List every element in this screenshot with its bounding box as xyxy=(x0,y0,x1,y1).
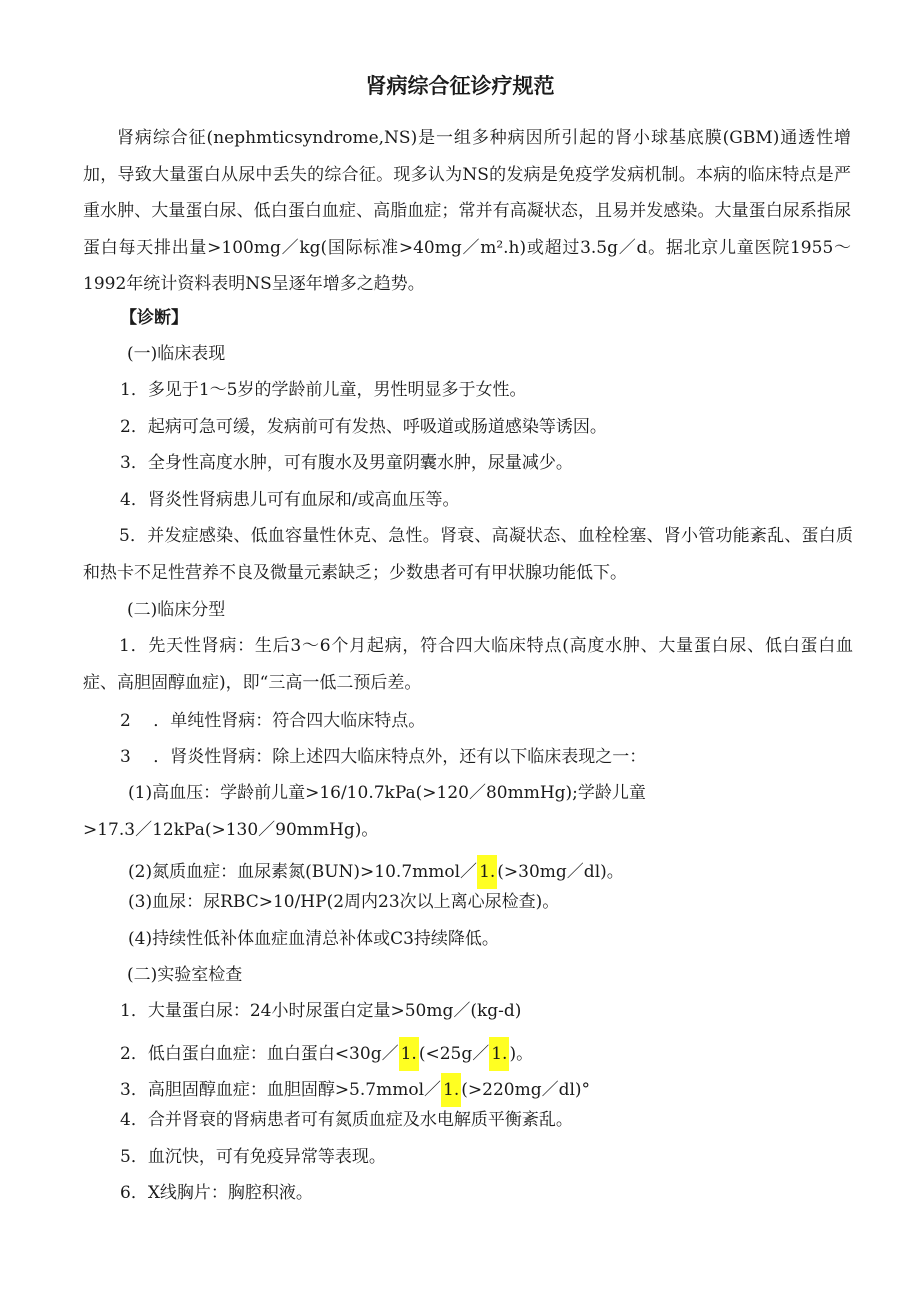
section-heading-lab-tests: (二)实验室检查 xyxy=(127,965,243,985)
sub-item-hypertension-cont: >17.3／12kPa(>130／90mmHg)。 xyxy=(83,820,379,840)
text-segment: (2)氮质血症：血尿素氮(BUN)>10.7mmol／ xyxy=(128,862,478,882)
page-title: 肾病综合征诊疗规范 xyxy=(365,74,555,98)
sub-item-hematuria: (3)血尿：尿RBC>10/HP(2周内23次以上离心尿检查)。 xyxy=(128,892,560,912)
list-item: 3．全身性高度水肿，可有腹水及男童阴囊水肿，尿量减少。 xyxy=(120,453,573,473)
text-segment: 2．低白蛋白血症：血白蛋白<30g／ xyxy=(120,1044,399,1064)
list-item xyxy=(120,1073,590,1107)
list-item: 4．肾炎性肾病患儿可有血尿和/或高血压等。 xyxy=(120,490,460,510)
list-item-congenital: 1．先天性肾病：生后3～6个月起病，符合四大临床特点(高度水肿、大量蛋白尿、低白蛋白血症、高胆固醇血症)，即“三高一低二预后差。 xyxy=(83,636,853,693)
list-item-complications: 5．并发症感染、低血容量性休克、急性。肾衰、高凝状态、血栓栓塞、肾小管功能紊乱、蛋白质和热卡不足性营养不良及微量元素缺乏；少数患者可有甲状腺功能低下。 xyxy=(83,526,853,583)
text-segment: 3．高胆固醇血症：血胆固醇>5.7mmol／ xyxy=(120,1080,442,1100)
sub-item-azotemia xyxy=(128,855,624,889)
intro-paragraph: 肾病综合征(nephmticsyndrome,NS)是一组多种病因所引起的肾小球基底膜(GBM)通透性增加，导致大量蛋白从尿中丢失的综合征。现多认为NS的发病是免疫学发病机制。本病的临床特点是严重水肿、大量蛋白尿、低白蛋白血症、高脂血症；常并有高凝状态，且易并发感染。大量蛋白尿系指尿蛋白每天排出量>100mg／kg(国际标准>40mg／m².h)或超过3.5g／d。据北京儿童医院1955～1992年统计资料表明NS呈逐年增多之趋势。 xyxy=(83,128,851,295)
list-item: 3 ．肾炎性肾病：除上述四大临床特点外，还有以下临床表现之一： xyxy=(120,747,647,767)
diagnosis-heading: 【诊断】 xyxy=(120,308,188,328)
list-item: 1．多见于1～5岁的学龄前儿童，男性明显多于女性。 xyxy=(120,380,527,400)
section-heading-clinical-manifestations: (一)临床表现 xyxy=(127,344,226,364)
text-segment: (>220mg／dl)° xyxy=(461,1080,591,1100)
list-item: 6．X线胸片：胸腔积液。 xyxy=(120,1183,313,1203)
list-item: 1．大量蛋白尿：24小时尿蛋白定量>50mg／(kg-d) xyxy=(120,1001,522,1021)
text-segment: (>30mg／dl)。 xyxy=(497,862,624,882)
sub-item-hypertension: (1)高血压：学龄前儿童>16/10.7kPa(>120／80mmHg);学龄儿童 xyxy=(128,783,646,803)
highlight-mark: 1. xyxy=(399,1037,419,1071)
list-item: 2 ．单纯性肾病：符合四大临床特点。 xyxy=(120,711,426,731)
list-item: 2．起病可急可缓，发病前可有发热、呼吸道或肠道感染等诱因。 xyxy=(120,417,607,437)
list-item: 5．血沉快，可有免疫异常等表现。 xyxy=(120,1147,386,1167)
list-item: 4．合并肾衰的肾病患者可有氮质血症及水电解质平衡紊乱。 xyxy=(120,1110,573,1130)
list-item xyxy=(120,1037,533,1071)
section-heading-clinical-types: (二)临床分型 xyxy=(127,600,226,620)
text-segment: )。 xyxy=(509,1044,534,1064)
highlight-mark: 1. xyxy=(489,1037,509,1071)
highlight-mark: 1. xyxy=(477,855,497,889)
text-segment: (<25g／ xyxy=(418,1044,490,1064)
highlight-mark: 1. xyxy=(441,1073,461,1107)
sub-item-hypocomplementemia: (4)持续性低补体血症血清总补体或C3持续降低。 xyxy=(128,929,499,949)
